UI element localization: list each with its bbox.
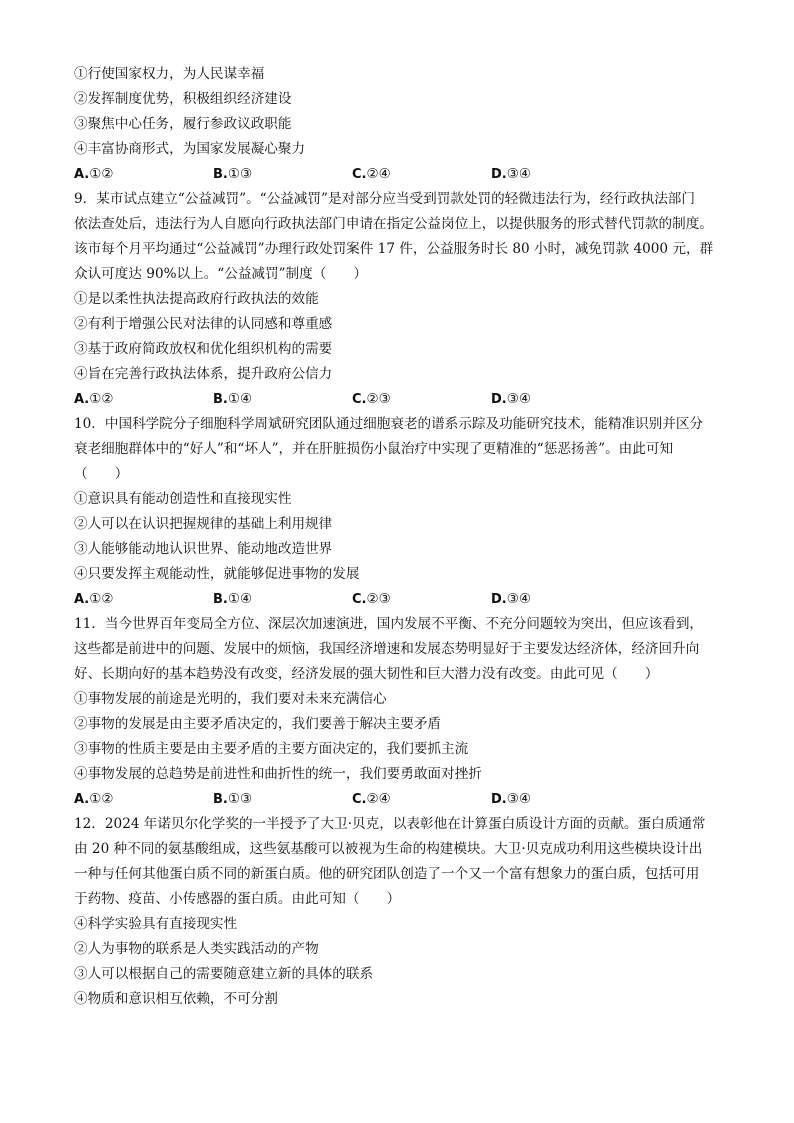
option-text: ③④ [506,791,532,807]
q9-item-3: ③基于政府简政放权和优化组织机构的需要 [74,341,333,357]
q10-options [74,587,726,612]
q11-stem-line-3: 好、长期向好的基本趋势没有改变，经济发展的强大韧性和巨大潜力没有改变。由此可见（ ） [74,666,659,682]
q9-item-4: ④旨在完善行政执法体系，提升政府公信力 [74,366,333,382]
option-letter: D. [491,167,507,182]
q12-stem-line-4: 于药物、疫苗、小传感器的蛋白质。由此可知（ ） [74,891,401,907]
option-letter: D. [491,592,507,607]
q8-item-3: ③聚焦中心任务，履行参政议政职能 [74,116,292,132]
q8-option-d[interactable] [491,162,630,187]
option-text: ②③ [366,591,391,607]
q10-option-a[interactable] [74,587,213,612]
option-text: ②③ [366,391,391,407]
q11-item-1: ①事物发展的前途是光明的，我们要对未来充满信心 [74,691,387,707]
option-letter: C. [352,167,367,182]
option-text: ②④ [366,791,391,807]
option-letter: B. [213,167,228,182]
q10-option-d[interactable] [491,587,630,612]
q8-option-c[interactable] [352,162,491,187]
q9-stem-line-4: 众认可度达 90%以上。“公益减罚”制度（ ） [74,266,368,282]
option-letter: C. [352,592,367,607]
option-text: ①② [89,391,114,407]
q8-option-a[interactable] [74,162,213,187]
q12-item-4: ④物质和意识相互依赖，不可分割 [74,991,278,1007]
q11-stem-line-2: 这些都是前进中的问题、发展中的烦恼，我国经济增速和发展态势明显好于主要发达经济体，经济回升向 [74,641,700,657]
q12-stem-line-1: 12．2024 年诺贝尔化学奖的一半授予了大卫·贝克，以表彰他在计算蛋白质设计方面的贡献。蛋白质通常 [74,816,706,832]
q12-item-2: ②人为事物的联系是人类实践活动的产物 [74,941,319,957]
q9-stem-line-2: 依法查处后，违法行为人自愿向行政执法部门申请在指定公益岗位上，以提供服务的形式替代罚款的制度。 [74,216,713,232]
q10-item-3: ③人能够能动地认识世界、能动地改造世界 [74,541,333,557]
option-text: ③④ [506,391,532,407]
q9-item-1: ①是以柔性执法提高政府行政执法的效能 [74,291,319,307]
q11-option-c[interactable] [352,787,491,812]
option-text: ①④ [227,391,253,407]
option-letter: A. [74,392,90,407]
option-text: ③④ [506,166,532,182]
option-text: ①④ [227,591,253,607]
q10-item-4: ④只要发挥主观能动性，就能够促进事物的发展 [74,566,360,582]
q10-item-2: ②人可以在认识把握规律的基础上利用规律 [74,516,333,532]
q11-option-b[interactable] [213,787,352,812]
option-text: ②④ [366,166,391,182]
option-letter: D. [491,792,507,807]
q8-item-2: ②发挥制度优势，积极组织经济建设 [74,91,292,107]
q8-item-1: ①行使国家权力，为人民谋幸福 [74,66,265,82]
option-letter: B. [213,592,228,607]
q9-item-2: ②有利于增强公民对法律的认同感和尊重感 [74,316,333,332]
q9-options [74,387,726,412]
question-12 [74,812,726,1012]
q10-option-c[interactable] [352,587,491,612]
q11-item-3: ③事物的性质主要是由主要矛盾的主要方面决定的，我们要抓主流 [74,741,469,757]
option-text: ①③ [227,166,253,182]
option-text: ①③ [227,791,253,807]
q11-options [74,787,726,812]
question-11 [74,612,726,812]
q10-item-1: ①意识具有能动创造性和直接现实性 [74,491,292,507]
question-9 [74,187,726,412]
option-text: ③④ [506,591,532,607]
question-8 [74,62,726,187]
q8-item-4: ④丰富协商形式，为国家发展凝心聚力 [74,141,306,157]
q9-stem-line-1: 9．某市试点建立“公益减罚”。“公益减罚”是对部分应当受到罚款处罚的轻微违法行为，经行政执法部门 [74,191,695,207]
q11-stem-line-1: 11．当今世界百年变局全方位、深层次加速演进，国内发展不平衡、不充分问题较为突出，但应该看到， [74,616,704,632]
option-letter: B. [213,792,228,807]
q8-option-b[interactable] [213,162,352,187]
q12-item-1: ④科学实验具有直接现实性 [74,916,238,932]
option-text: ①② [89,166,114,182]
exam-page [74,62,726,1012]
q12-item-3: ③人可以根据自己的需要随意建立新的具体的联系 [74,966,374,982]
option-text: ①② [89,791,114,807]
option-text: ①② [89,591,114,607]
option-letter: C. [352,792,367,807]
question-10 [74,412,726,612]
q10-stem-line-1: 10．中国科学院分子细胞科学周斌研究团队通过细胞衰老的谱系示踪及功能研究技术，能精准识别并区分 [74,416,704,432]
q11-item-2: ②事物的发展是由主要矛盾决定的，我们要善于解决主要矛盾 [74,716,442,732]
option-letter: A. [74,592,90,607]
option-letter: D. [491,392,507,407]
q11-option-d[interactable] [491,787,630,812]
q9-option-a[interactable] [74,387,213,412]
q12-stem-line-3: 一种与任何其他蛋白质不同的新蛋白质。他的研究团队创造了一个又一个富有想象力的蛋白质，包括可用 [74,866,700,882]
q9-option-c[interactable] [352,387,491,412]
q12-stem-line-2: 由 20 种不同的氨基酸组成，这些氨基酸可以被视为生命的构建模块。大卫·贝克成功利用这些模块设计出 [74,841,703,857]
q11-option-a[interactable] [74,787,213,812]
q9-option-d[interactable] [491,387,630,412]
q10-stem-line-2: 衰老细胞群体中的“好人”和“坏人”，并在肝脏损伤小鼠治疗中实现了更精准的“惩恶扬善”。由此可知 [74,441,674,457]
q10-option-b[interactable] [213,587,352,612]
q8-options [74,162,726,187]
option-letter: A. [74,792,90,807]
option-letter: A. [74,167,90,182]
q9-stem-line-3: 该市每个月平均通过“公益减罚”办理行政处罚案件 17 件，公益服务时长 80 小时，减免罚款 4000 元，群 [74,241,714,257]
q9-option-b[interactable] [213,387,352,412]
q11-item-4: ④事物发展的总趋势是前进性和曲折性的统一，我们要勇敢面对挫折 [74,766,482,782]
option-letter: B. [213,392,228,407]
q10-stem-line-3: （ ） [74,466,129,482]
option-letter: C. [352,392,367,407]
